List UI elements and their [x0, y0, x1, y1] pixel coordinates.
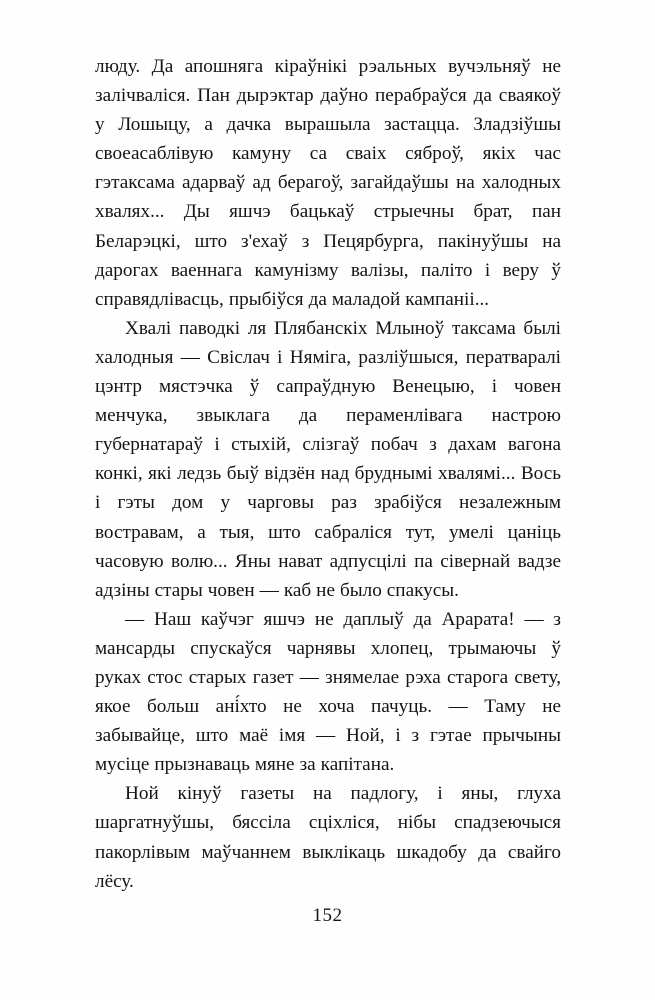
paragraph: — Наш каўчэг яшчэ не даплыў да Арарата! — з мансарды спускаўся чарнявы хлопец, трымаючы ў руках стос старых газет — знямелае рэха старога свету, якое больш ані́хто не хоча пачуць. — Таму не забывайце, што маё імя — Ной, і з гэтае прычыны мусіце прызнаваць мяне за капітана.: [95, 608, 561, 776]
page-number: 152: [312, 905, 343, 926]
paragraph: Хвалі паводкі ля Плябанскіх Млыноў таксама былі халодныя — Свіслач і Няміга, разліўшыся, ператваралі цэнтр мястэчка ў сапраўдную Венецыю, і човен менчука, звыклага да пераменлівага настрою губернатараў і стыхій, слізгаў побач з дахам вагона конкі, які ледзь быў відзён над бруднымі хвалямі... Вось і гэты дом у чарговы раз зрабіўся незалежным востравам, а тыя, што сабраліся тут, умелі цаніць часовую волю... Яны нават адпусцілі па сівернай вадзе адзіны стары човен — каб не было спакусы.: [95, 317, 561, 601]
paragraph: люду. Да апошняга кіраўнікі рэальных вучэльняў не залічвалiся. Пан дырэктар даўно перабраўся да сваякоў у Лошыцу, а дачка вырашыла застацца. Зладзіўшы своеасаблівую камуну са сваіх сяброў, якіх час гэтаксама адарваў ад берагоў, загайдаўшы на халодных хвалях... Ды яшчэ бацькаў стрыечны брат, пан Беларэцкі, што з'ехаў з Пецярбурга, пакінуўшы на дарогах ваеннага камунізму валізы, паліто і веру ў справядлівасць, прыбіўся да маладой кампаніі...: [95, 56, 561, 310]
page-text-body: [95, 52, 561, 896]
paragraph: Ной кінуў газеты на падлогу, і яны, глуха шаргатнуўшы, бяссіла сціхліся, нібы спадзеючыся пакорлівым маўчаннем выклікаць шкадобу да свайго лёсу.: [95, 783, 561, 892]
